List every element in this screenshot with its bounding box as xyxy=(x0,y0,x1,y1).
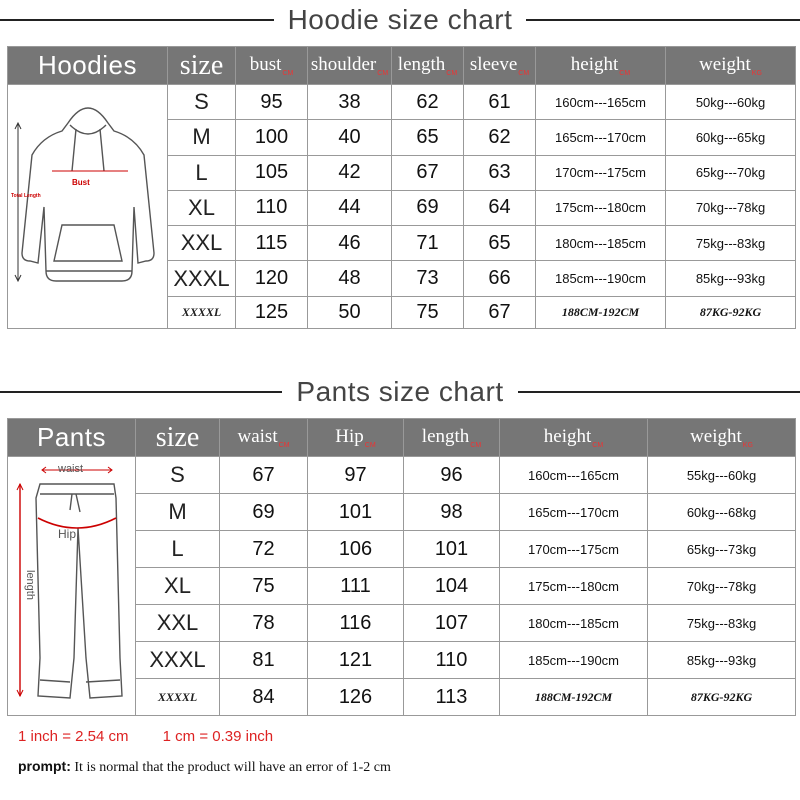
waist-cell: 72 xyxy=(220,531,308,568)
size-cell: M xyxy=(168,120,236,155)
length-cell: 75 xyxy=(392,296,464,328)
hip-cell: 101 xyxy=(308,494,404,531)
sleeve-cell: 66 xyxy=(464,261,536,296)
height-cell: 170cm---175cm xyxy=(536,155,666,190)
unit-label: CM xyxy=(377,69,389,77)
length-cell: 67 xyxy=(392,155,464,190)
size-cell: XXXL xyxy=(136,642,220,679)
bust-cell: 100 xyxy=(236,120,308,155)
size-cell: L xyxy=(136,531,220,568)
pants-col-waist-header xyxy=(220,419,308,457)
sleeve-cell: 65 xyxy=(464,226,536,261)
height-cell: 175cm---180cm xyxy=(500,568,648,605)
length-cell: 73 xyxy=(392,261,464,296)
weight-cell: 60kg---65kg xyxy=(666,120,796,155)
cm-to-inch-note: 1 cm = 0.39 inch xyxy=(162,728,274,745)
length-cell: 113 xyxy=(404,679,500,716)
size-cell: S xyxy=(168,85,236,120)
unit-label: CM xyxy=(364,441,376,449)
pants-length-label: length xyxy=(23,569,36,600)
length-cell: 101 xyxy=(404,531,500,568)
height-cell: 175cm---180cm xyxy=(536,190,666,225)
size-cell: XXL xyxy=(136,605,220,642)
height-cell: 185cm---190cm xyxy=(536,261,666,296)
header-label: height xyxy=(570,54,619,76)
header-label: weight xyxy=(699,54,751,76)
hoodie-col-bust-header xyxy=(236,47,308,85)
shoulder-cell: 48 xyxy=(308,261,392,296)
size-cell: M xyxy=(136,494,220,531)
pants-col-weight-header xyxy=(648,419,796,457)
header-label: Hip xyxy=(335,426,364,448)
height-cell: 188CM-192CM xyxy=(500,679,648,716)
pants-col-length-header xyxy=(404,419,500,457)
title-rule-left xyxy=(0,19,274,21)
unit-label: CM xyxy=(282,69,294,77)
pants-size-table xyxy=(7,418,796,716)
waist-cell: 81 xyxy=(220,642,308,679)
weight-cell: 70kg---78kg xyxy=(648,568,796,605)
waist-cell: 75 xyxy=(220,568,308,605)
unit-label: CM xyxy=(518,69,530,77)
size-cell: S xyxy=(136,457,220,494)
height-cell: 165cm---170cm xyxy=(536,120,666,155)
weight-cell: 85kg---93kg xyxy=(666,261,796,296)
header-label: length xyxy=(397,54,446,76)
weight-cell: 60kg---68kg xyxy=(648,494,796,531)
waist-cell: 84 xyxy=(220,679,308,716)
length-cell: 107 xyxy=(404,605,500,642)
hip-cell: 121 xyxy=(308,642,404,679)
hoodie-bust-label: Bust xyxy=(71,178,90,187)
hoodie-title-row xyxy=(0,4,800,36)
header-label: bust xyxy=(249,54,282,76)
unit-label: CM xyxy=(470,441,482,449)
size-cell: XXXL xyxy=(168,261,236,296)
unit-label: CM xyxy=(278,441,290,449)
bust-cell: 115 xyxy=(236,226,308,261)
hoodie-col-sleeve-header xyxy=(464,47,536,85)
weight-cell: 75kg---83kg xyxy=(666,226,796,261)
prompt-text: It is normal that the product will have an error of 1-2 cm xyxy=(74,760,391,775)
weight-cell: 75kg---83kg xyxy=(648,605,796,642)
conversion-notes xyxy=(18,728,303,745)
length-cell: 110 xyxy=(404,642,500,679)
shoulder-cell: 42 xyxy=(308,155,392,190)
pants-col-hip-header xyxy=(308,419,404,457)
length-cell: 71 xyxy=(392,226,464,261)
hip-cell: 97 xyxy=(308,457,404,494)
pants-header-row xyxy=(8,419,796,457)
shoulder-cell: 44 xyxy=(308,190,392,225)
hoodie-figure-cell xyxy=(8,85,168,329)
height-cell: 170cm---175cm xyxy=(500,531,648,568)
unit-label: KG xyxy=(751,69,762,77)
title-rule-left xyxy=(0,391,282,393)
size-cell: XL xyxy=(168,190,236,225)
prompt-label: prompt: xyxy=(18,758,71,774)
weight-cell: 85kg---93kg xyxy=(648,642,796,679)
hoodie-header-row xyxy=(8,47,796,85)
inch-to-cm-note: 1 inch = 2.54 cm xyxy=(18,728,129,745)
pants-figure-cell xyxy=(8,457,136,716)
pants-size-header: size xyxy=(136,419,220,457)
shoulder-cell: 40 xyxy=(308,120,392,155)
waist-cell: 78 xyxy=(220,605,308,642)
shoulder-cell: 50 xyxy=(308,296,392,328)
header-label: sleeve xyxy=(469,54,518,76)
length-cell: 98 xyxy=(404,494,500,531)
pants-name-header: Pants xyxy=(8,419,136,457)
hoodie-size-header: size xyxy=(168,47,236,85)
table-row xyxy=(8,85,796,120)
length-cell: 65 xyxy=(392,120,464,155)
hoodie-col-weight-header xyxy=(666,47,796,85)
hoodie-total-length-label: Total Length xyxy=(10,193,41,199)
height-cell: 180cm---185cm xyxy=(500,605,648,642)
pants-waist-label: waist xyxy=(57,462,83,475)
weight-cell: 65kg---70kg xyxy=(666,155,796,190)
weight-cell: 65kg---73kg xyxy=(648,531,796,568)
weight-cell: 70kg---78kg xyxy=(666,190,796,225)
bust-cell: 125 xyxy=(236,296,308,328)
hip-cell: 116 xyxy=(308,605,404,642)
sleeve-cell: 67 xyxy=(464,296,536,328)
hip-cell: 106 xyxy=(308,531,404,568)
bust-cell: 95 xyxy=(236,85,308,120)
weight-cell: 55kg---60kg xyxy=(648,457,796,494)
size-cell: XL xyxy=(136,568,220,605)
length-cell: 69 xyxy=(392,190,464,225)
unit-label: CM xyxy=(592,441,604,449)
length-cell: 104 xyxy=(404,568,500,605)
waist-cell: 67 xyxy=(220,457,308,494)
weight-cell: 50kg---60kg xyxy=(666,85,796,120)
bust-cell: 105 xyxy=(236,155,308,190)
sleeve-cell: 62 xyxy=(464,120,536,155)
pants-chart-title: Pants size chart xyxy=(296,376,504,407)
header-label: shoulder xyxy=(310,54,377,76)
height-cell: 185cm---190cm xyxy=(500,642,648,679)
header-label: length xyxy=(421,426,470,448)
length-cell: 62 xyxy=(392,85,464,120)
table-row xyxy=(8,457,796,494)
height-cell: 160cm---165cm xyxy=(500,457,648,494)
bust-cell: 110 xyxy=(236,190,308,225)
bust-cell: 120 xyxy=(236,261,308,296)
weight-cell: 87KG-92KG xyxy=(666,296,796,328)
hoodie-chart-title: Hoodie size chart xyxy=(287,4,513,35)
header-label: height xyxy=(543,426,592,448)
hoodie-col-length-header xyxy=(392,47,464,85)
pants-title-row xyxy=(0,376,800,408)
height-cell: 180cm---185cm xyxy=(536,226,666,261)
pants-illustration xyxy=(10,458,134,710)
hoodie-illustration xyxy=(10,85,166,323)
hip-cell: 126 xyxy=(308,679,404,716)
error-prompt xyxy=(18,758,391,776)
hoodie-size-table xyxy=(7,46,796,329)
height-cell: 165cm---170cm xyxy=(500,494,648,531)
unit-label: CM xyxy=(619,69,631,77)
shoulder-cell: 38 xyxy=(308,85,392,120)
size-cell: XXXXL xyxy=(168,296,236,328)
pants-col-height-header xyxy=(500,419,648,457)
size-cell: XXL xyxy=(168,226,236,261)
title-rule-right xyxy=(518,391,800,393)
sleeve-cell: 63 xyxy=(464,155,536,190)
hip-cell: 111 xyxy=(308,568,404,605)
header-label: weight xyxy=(690,426,742,448)
unit-label: CM xyxy=(446,69,458,77)
weight-cell: 87KG-92KG xyxy=(648,679,796,716)
unit-label: KG xyxy=(742,441,753,449)
hoodie-col-shoulder-header xyxy=(308,47,392,85)
sleeve-cell: 61 xyxy=(464,85,536,120)
shoulder-cell: 46 xyxy=(308,226,392,261)
height-cell: 188CM-192CM xyxy=(536,296,666,328)
hoodie-col-height-header xyxy=(536,47,666,85)
length-cell: 96 xyxy=(404,457,500,494)
pants-hip-label: Hip xyxy=(57,526,76,541)
header-label: waist xyxy=(237,426,278,448)
waist-cell: 69 xyxy=(220,494,308,531)
hoodie-name-header: Hoodies xyxy=(8,47,168,85)
sleeve-cell: 64 xyxy=(464,190,536,225)
title-rule-right xyxy=(526,19,800,21)
size-cell: XXXXL xyxy=(136,679,220,716)
size-cell: L xyxy=(168,155,236,190)
height-cell: 160cm---165cm xyxy=(536,85,666,120)
